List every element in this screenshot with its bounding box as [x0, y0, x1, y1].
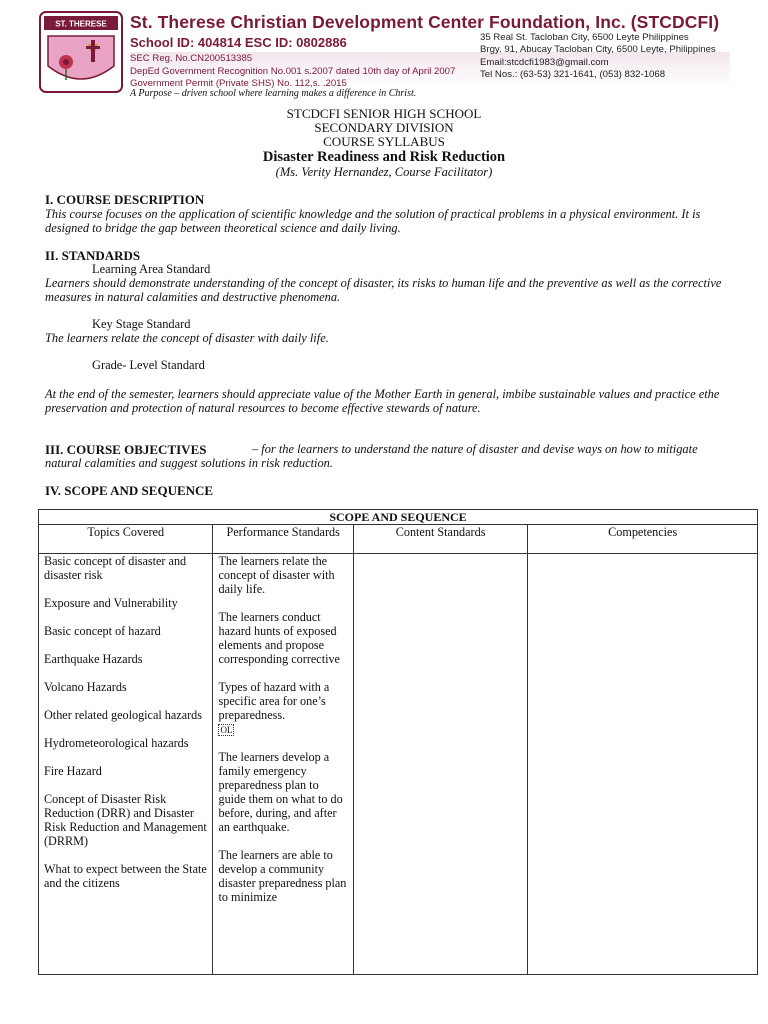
course-description-heading: I. COURSE DESCRIPTION: [45, 192, 205, 207]
header-performance: Performance Standards: [213, 525, 353, 554]
performance-item: The learners are able to develop a community disaster preparedness plan to minimize: [218, 848, 347, 904]
deped-recognition: DepEd Government Recognition No.001 s.2007 dated 10th day of April 2007: [130, 66, 456, 77]
tagline: A Purpose – driven school where learning makes a difference in Christ.: [130, 88, 417, 99]
school-logo: [38, 10, 124, 94]
topic-item: Volcano Hazards: [44, 680, 127, 694]
header-content: Content Standards: [353, 525, 527, 554]
school-ids: School ID: 404814 ESC ID: 0802886: [130, 35, 347, 50]
topics-cell: [39, 554, 213, 975]
table-header-row: [39, 525, 758, 554]
content-standards-cell: [353, 554, 527, 975]
topic-item: What to expect between the State and the citizens: [44, 862, 207, 890]
organization-name: St. Therese Christian Development Center Foundation, Inc. (STCDCFI): [130, 12, 720, 32]
topic-item: Basic concept of hazard: [44, 624, 161, 638]
performance-item: The learners conduct hazard hunts of exposed elements and propose corresponding corrective: [218, 610, 340, 666]
grade-level-text: At the end of the semester, learners should appreciate value of the Mother Earth in general, imbibe sustainable values and practice ethe preservation and protection of natural resources to become effective stewards of nature.: [45, 387, 720, 415]
document-type: COURSE SYLLABUS: [323, 134, 445, 149]
performance-item: The learners relate the concept of disaster with daily life.: [218, 554, 335, 596]
ol-marker: OL: [220, 725, 233, 735]
header-topics: Topics Covered: [39, 525, 213, 554]
topic-item: Hydrometeorological hazards: [44, 736, 189, 750]
learning-area-text: Learners should demonstrate understanding of the concept of disaster, its risks to human life and the preventive as well as the corrective measures in natural calamities and destructive phenomena.: [45, 276, 722, 304]
standards-heading: II. STANDARDS: [45, 248, 141, 263]
letterhead: [38, 10, 733, 102]
learning-area-label: Learning Area Standard: [92, 262, 211, 276]
logo-lettering: ST. THERESE: [55, 19, 107, 29]
school-title: STCDCFI SENIOR HIGH SCHOOL: [286, 106, 482, 121]
topic-item: Other related geological hazards: [44, 708, 203, 722]
performance-item: The learners develop a family emergency preparedness plan to guide them on what to do before, during, and after an earthquake.: [218, 750, 343, 834]
grade-level-label: Grade- Level Standard: [92, 358, 205, 372]
topic-item: Fire Hazard: [44, 764, 102, 778]
topic-item: Exposure and Vulnerability: [44, 596, 178, 610]
government-permit: Government Permit (Private SHS) No. 112,s. .2015: [130, 78, 347, 89]
sec-registration: SEC Reg. No.CN200513385: [130, 53, 253, 64]
email-line: Email:stcdcfi1983@gmail.com: [480, 57, 609, 68]
topic-item: Earthquake Hazards: [44, 652, 143, 666]
address-line-2: Brgy. 91, Abucay Tacloban City, 6500 Leyte, Philippines: [480, 44, 716, 55]
scope-and-sequence-table: [38, 509, 758, 975]
performance-item: Types of hazard with a specific area for one’s preparedness.: [218, 680, 330, 722]
address-line-1: 35 Real St. Tacloban City, 6500 Leyte Philippines: [480, 32, 689, 43]
objectives-heading: III. COURSE OBJECTIVES: [45, 442, 207, 457]
telephone-line: Tel Nos.: (63-53) 321-1641, (053) 832-1068: [480, 69, 666, 80]
course-title: Disaster Readiness and Risk Reduction: [262, 149, 506, 165]
topic-item: Basic concept of disaster and disaster risk: [44, 554, 187, 582]
table-caption: SCOPE AND SEQUENCE: [39, 510, 758, 525]
key-stage-text: The learners relate the concept of disaster with daily life.: [45, 331, 329, 345]
course-facilitator: (Ms. Verity Hernandez, Course Facilitator): [275, 165, 493, 179]
key-stage-label: Key Stage Standard: [92, 317, 191, 331]
topic-item: Concept of Disaster Risk Reduction (DRR) and Disaster Risk Reduction and Management (DRRM): [44, 792, 207, 848]
table-row: [39, 554, 758, 975]
objectives-text: – for the learners to understand the nature of disaster and devise ways on how to mitigate natural calamities and suggest solutions in risk reduction.: [45, 442, 698, 470]
competencies-cell: [528, 554, 758, 975]
course-description-text: This course focuses on the application of scientific knowledge and the solution of practical problems in a physical environment. It is designed to bridge the gap between theoretical science and daily living.: [45, 207, 701, 235]
performance-cell: [213, 554, 353, 975]
header-competencies: Competencies: [528, 525, 758, 554]
scope-heading: IV. SCOPE AND SEQUENCE: [45, 483, 214, 498]
division-title: SECONDARY DIVISION: [314, 120, 454, 135]
